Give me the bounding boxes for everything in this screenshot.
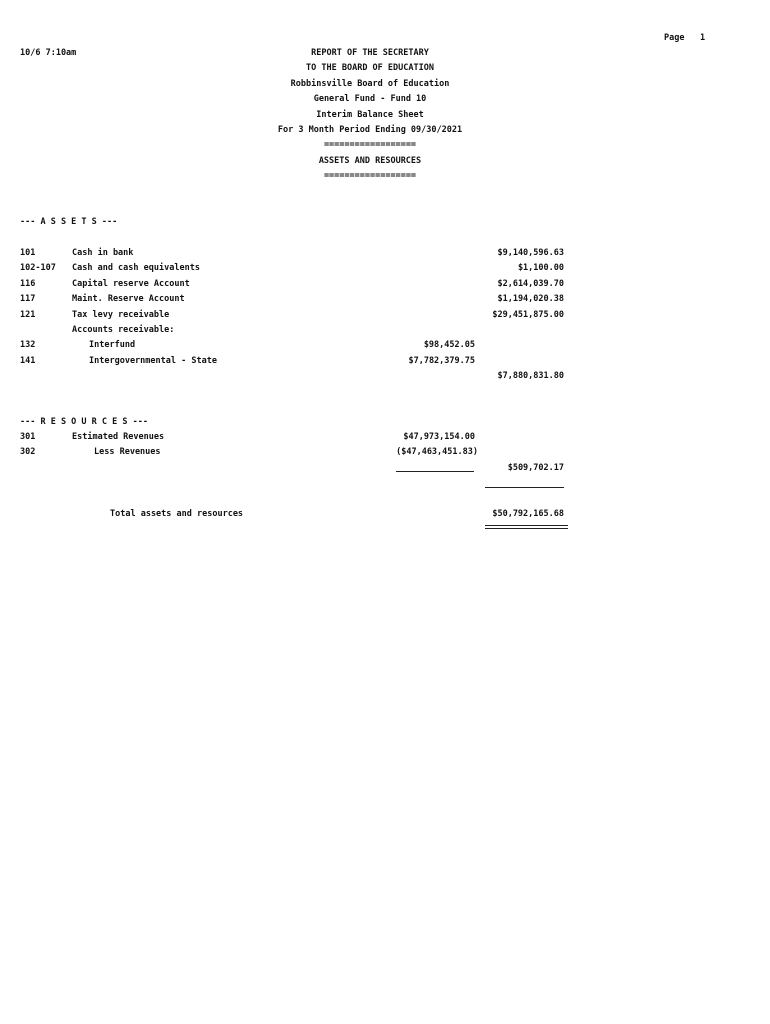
heading-line-3: Robbinsville Board of Education xyxy=(290,79,450,89)
account-label: Interfund xyxy=(89,340,136,350)
account-amount: $7,782,379.75 xyxy=(408,356,475,366)
assets-title: --- A S S E T S --- xyxy=(20,217,118,227)
heading-line-2: TO THE BOARD OF EDUCATION xyxy=(306,63,434,73)
account-code: 102-107 xyxy=(20,263,56,273)
account-amount: $29,451,875.00 xyxy=(492,310,564,320)
account-code: 132 xyxy=(20,340,36,350)
section-title: ASSETS AND RESOURCES xyxy=(318,156,422,166)
account-code: 117 xyxy=(20,294,36,304)
account-code: 141 xyxy=(20,356,36,366)
total-rule xyxy=(485,487,564,488)
page-label: Page xyxy=(664,33,685,43)
report-timestamp: 10/6 7:10am xyxy=(20,48,77,58)
heading-line-1: REPORT OF THE SECRETARY xyxy=(311,48,429,58)
account-code: 101 xyxy=(20,248,36,258)
heading-rule-bottom: ================== xyxy=(323,171,417,181)
account-label: Maint. Reserve Account xyxy=(72,294,185,304)
total-label: Total assets and resources xyxy=(110,509,244,519)
page-number: 1 xyxy=(700,33,706,43)
account-amount: $47,973,154.00 xyxy=(403,432,475,442)
account-amount: $1,194,020.38 xyxy=(497,294,564,304)
heading-line-4: General Fund - Fund 10 xyxy=(313,94,427,104)
account-label: Capital reserve Account xyxy=(72,279,190,289)
account-amount: $1,100.00 xyxy=(517,263,564,273)
account-amount: ($47,463,451.83) xyxy=(396,447,478,457)
account-label: Less Revenues xyxy=(94,447,161,457)
account-code: 116 xyxy=(20,279,36,289)
account-code: 301 xyxy=(20,432,36,442)
heading-line-6: For 3 Month Period Ending 09/30/2021 xyxy=(277,125,463,135)
account-label: Cash in bank xyxy=(72,248,134,258)
account-label: Tax levy receivable xyxy=(72,310,170,320)
account-label: Estimated Revenues xyxy=(72,432,165,442)
resources-net-total: $509,702.17 xyxy=(507,463,564,473)
total-amount: $50,792,165.68 xyxy=(492,509,564,519)
total-double-rule xyxy=(485,525,568,529)
account-amount: $2,614,039.70 xyxy=(497,279,564,289)
subtotal-rule xyxy=(396,471,474,472)
account-amount: $9,140,596.63 xyxy=(497,248,564,258)
resources-title: --- R E S O U R C E S --- xyxy=(20,417,148,427)
receivable-total: $7,880,831.80 xyxy=(497,371,564,381)
account-code: 121 xyxy=(20,310,36,320)
account-label: Intergovernmental - State xyxy=(89,356,217,366)
account-amount: $98,452.05 xyxy=(423,340,475,350)
account-label: Cash and cash equivalents xyxy=(72,263,200,273)
heading-rule-top: ================== xyxy=(323,140,417,150)
heading-line-5: Interim Balance Sheet xyxy=(316,110,424,120)
account-code: 302 xyxy=(20,447,36,457)
receivable-heading: Accounts receivable: xyxy=(72,325,175,335)
